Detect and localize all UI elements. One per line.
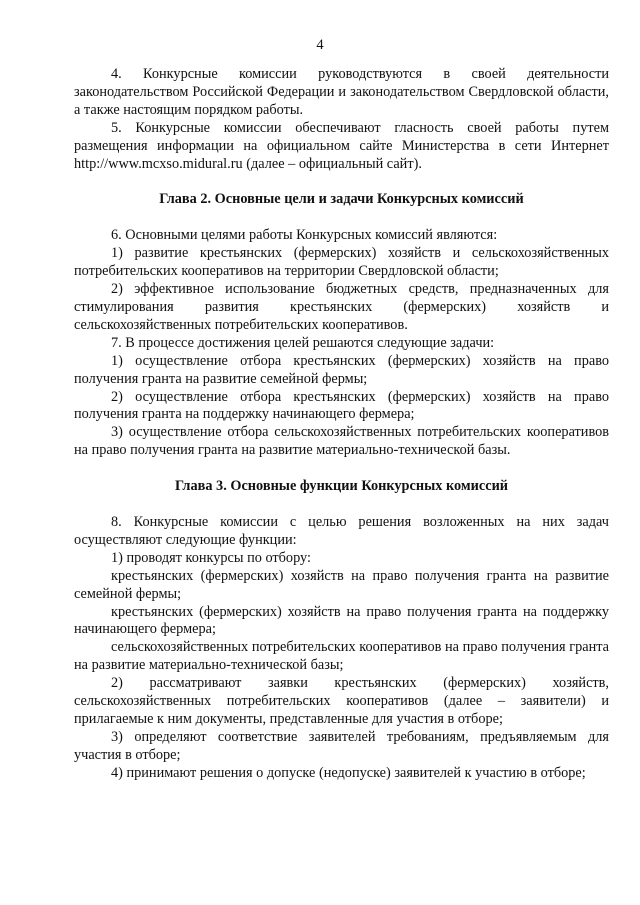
paragraph: 3) осуществление отбора сельскохозяйственных потребительских кооперативов на право получения гранта на развитие материально-технической базы. (74, 424, 609, 459)
paragraph: 1) осуществление отбора крестьянских (фермерских) хозяйств на право получения гранта на развитие семейной фермы; (74, 352, 609, 387)
paragraph: 2) эффективное использование бюджетных средств, предназначенных для стимулирования развития крестьянских (фермерских) хозяйств и сельскохозяйственных потребительских кооперативов. (74, 281, 609, 333)
paragraph: 3) определяют соответствие заявителей требованиям, предъявляемым для участия в отборе; (74, 728, 609, 763)
paragraph: сельскохозяйственных потребительских кооперативов на право получения гранта на развитие материально-технической базы; (74, 639, 609, 674)
paragraph: 8. Конкурсные комиссии с целью решения возложенных на них задач осуществляют следующие функции: (74, 514, 609, 548)
paragraph: 4. Конкурсные комиссии руководствуются в своей деятельности законодательством Российской Федерации и законодательством Свердловской области, а также настоящим порядком работы. (74, 66, 609, 118)
paragraph: 2) осуществление отбора крестьянских (фермерских) хозяйств на право получения гранта на поддержку начинающего фермера; (74, 388, 609, 423)
paragraph: 7. В процессе достижения целей решаются следующие задачи: (111, 334, 495, 351)
page-number: 4 (316, 37, 324, 53)
paragraph: крестьянских (фермерских) хозяйств на право получения гранта на развитие семейной фермы; (74, 567, 609, 602)
paragraph: 5. Конкурсные комиссии обеспечивают гласность своей работы путем размещения информации на официальном сайте Министерства в сети Интернет http://www.mcxso.midural.ru (далее – официальный сайт). (74, 119, 609, 172)
paragraph: 6. Основными целями работы Конкурсных комиссий являются: (111, 227, 498, 244)
paragraph: 4) принимают решения о допуске (недопуске) заявителей к участию в отборе; (111, 764, 586, 781)
document-body (74, 66, 609, 783)
chapter-heading: Глава 2. Основные цели и задачи Конкурсных комиссий (159, 191, 524, 208)
paragraph: 1) развитие крестьянских (фермерских) хозяйств и сельскохозяйственных потребительских кооперативов на территории Свердловской области; (74, 245, 609, 280)
paragraph: крестьянских (фермерских) хозяйств на право получения гранта на поддержку начинающего фермера; (74, 603, 609, 638)
paragraph: 1) проводят конкурсы по отбору: (111, 549, 311, 566)
paragraph: 2) рассматривают заявки крестьянских (фермерских) хозяйств, сельскохозяйственных потребительских кооперативов (далее – заявители) и прилагаемые к ним документы, представленные для участия в отборе; (74, 675, 609, 727)
chapter-heading: Глава 3. Основные функции Конкурсных комиссий (174, 478, 509, 495)
